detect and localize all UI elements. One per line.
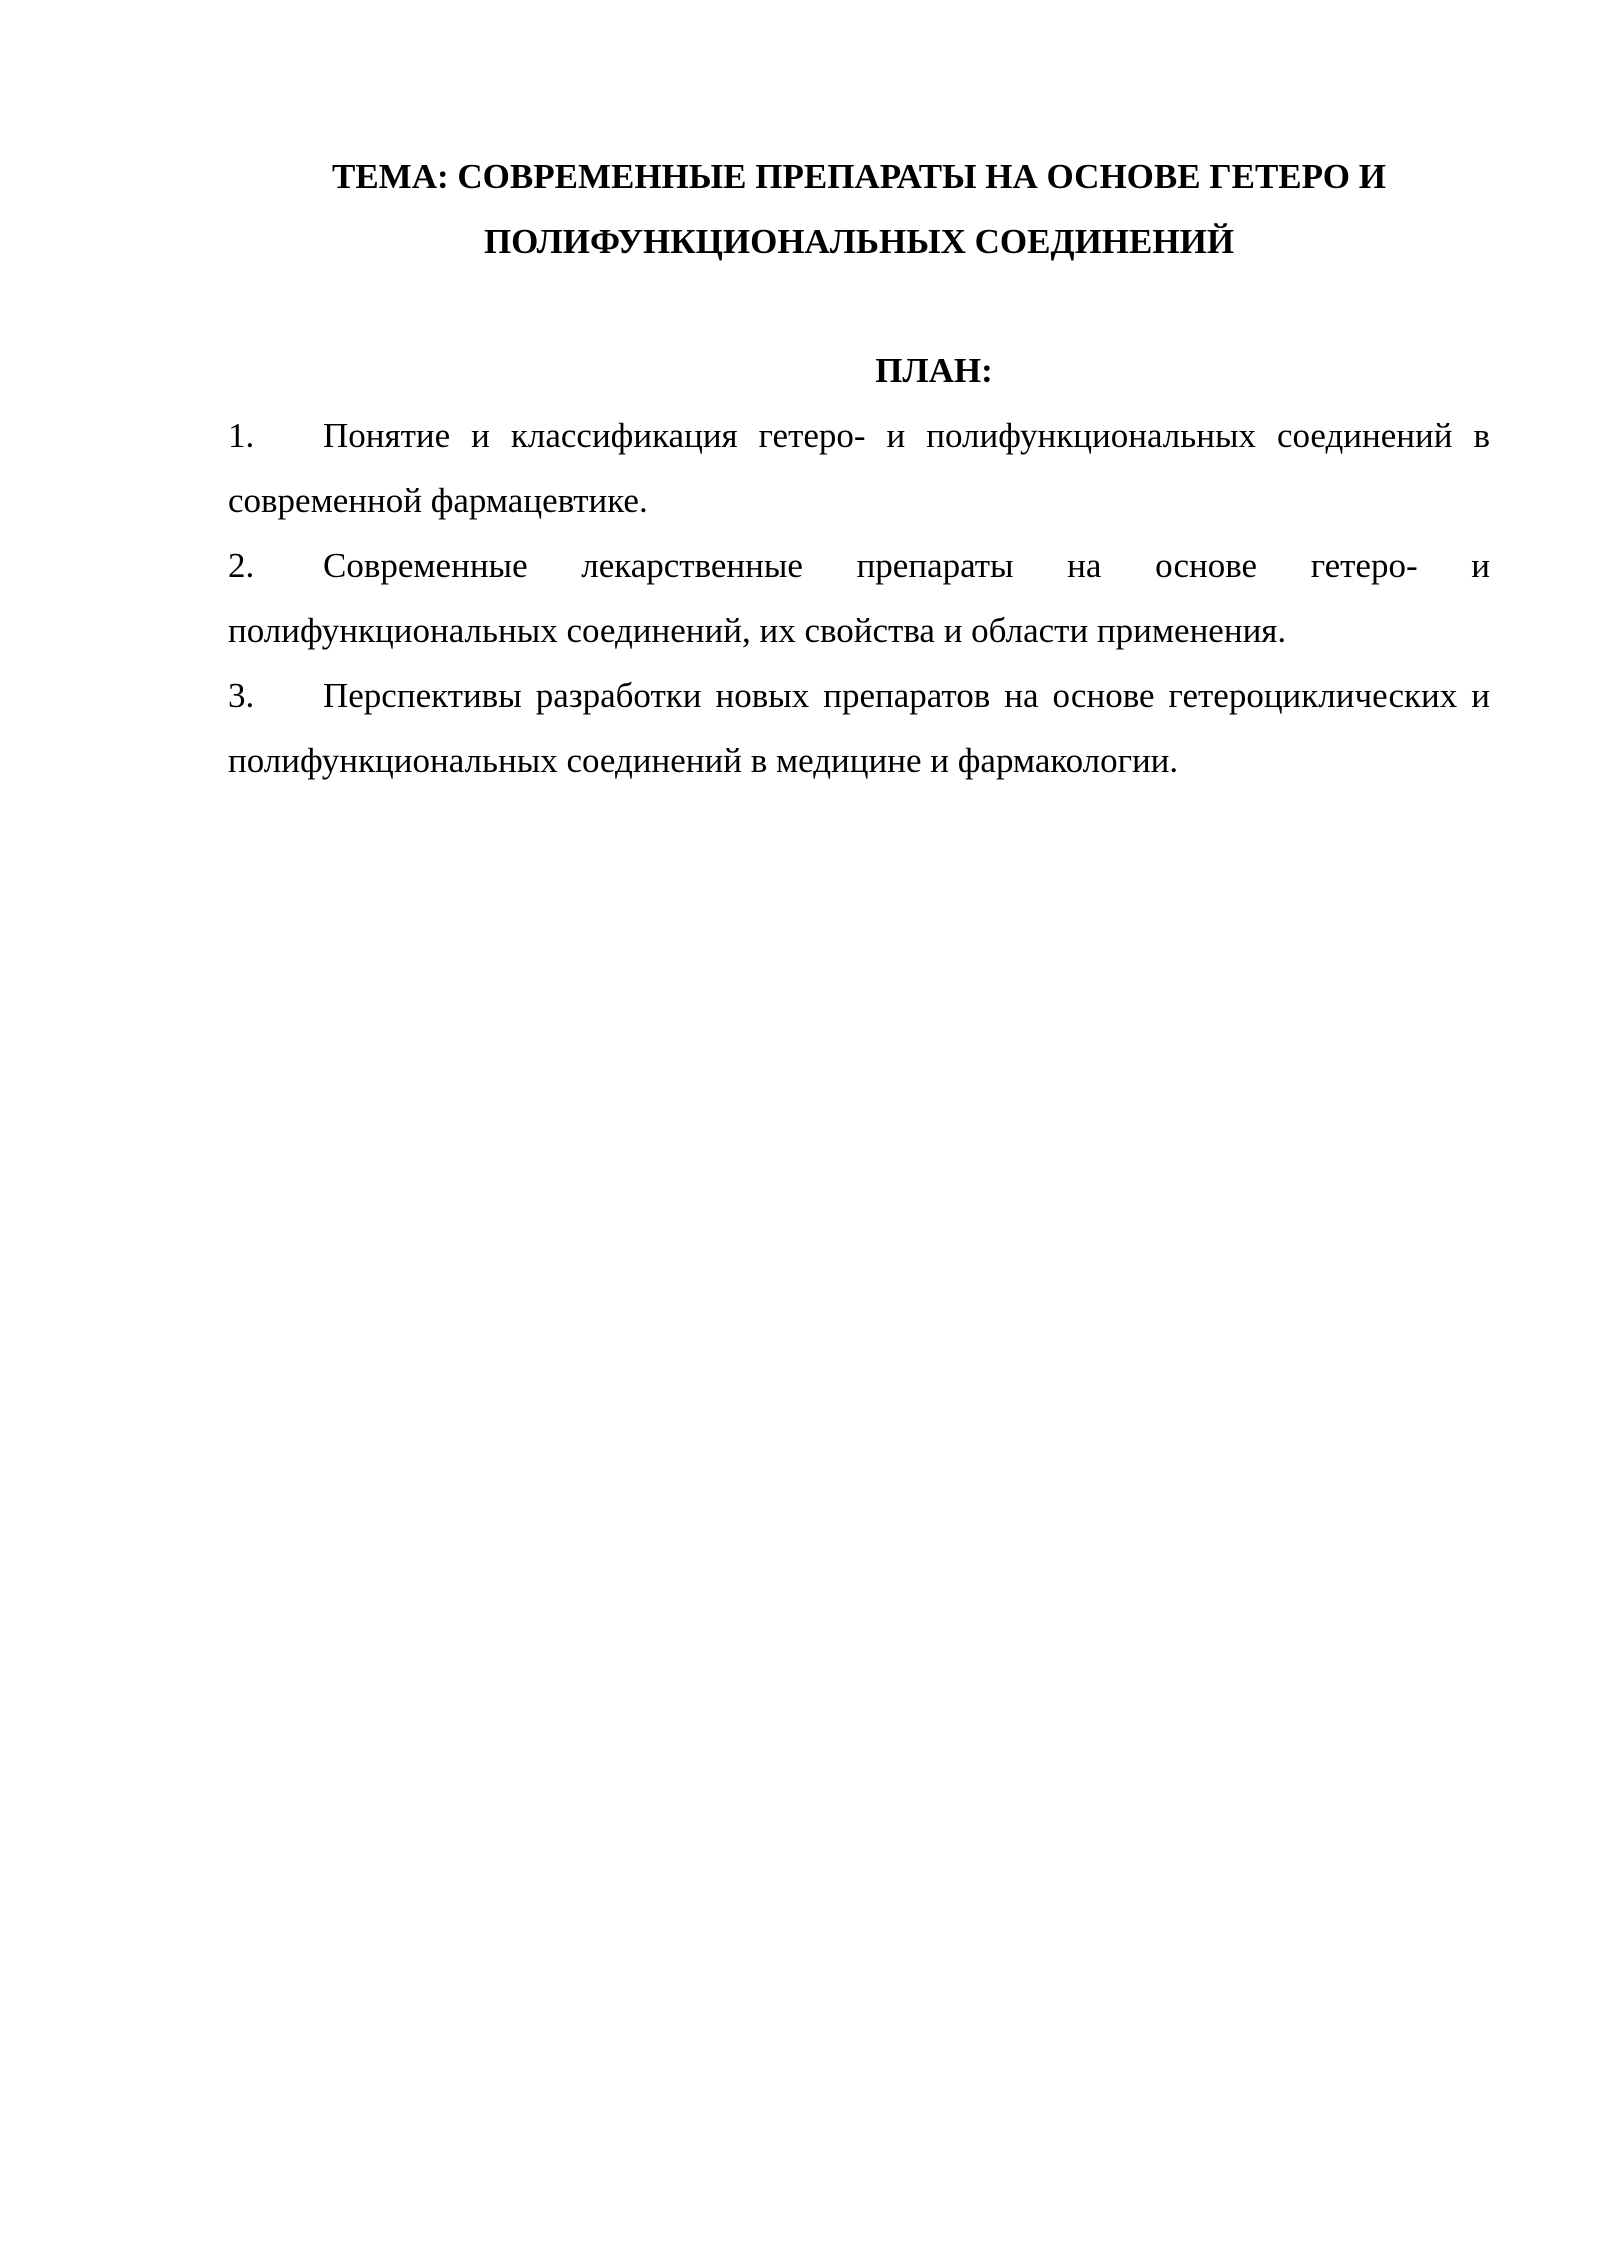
plan-item-number: 1. — [228, 416, 255, 455]
title-line-2: ПОЛИФУНКЦИОНАЛЬНЫХ СОЕДИНЕНИЙ — [483, 222, 1235, 261]
plan-heading: ПЛАН: — [875, 351, 993, 390]
title-line-1: ТЕМА: СОВРЕМЕННЫЕ ПРЕПАРАТЫ НА ОСНОВЕ ГЕТЕРО И — [331, 157, 1387, 196]
plan-item-text: Понятие и классификация гетеро- и полифункциональных соединений в современной фармацевтике. — [228, 416, 1490, 520]
plan-item-2 — [228, 533, 1490, 663]
plan-item-text: Современные лекарственные препараты на основе гетеро- и полифункциональных соединений, их свойства и области применения. — [228, 546, 1490, 650]
plan-item-number: 2. — [228, 546, 255, 585]
plan-item-number: 3. — [228, 676, 255, 715]
plan-list — [228, 403, 1490, 793]
document-title — [228, 144, 1490, 274]
plan-item-text: Перспективы разработки новых препаратов на основе гетероциклических и полифункциональных соединений в медицине и фармакологии. — [228, 676, 1490, 780]
plan-item-3 — [228, 663, 1490, 793]
plan-item-1 — [228, 403, 1490, 533]
